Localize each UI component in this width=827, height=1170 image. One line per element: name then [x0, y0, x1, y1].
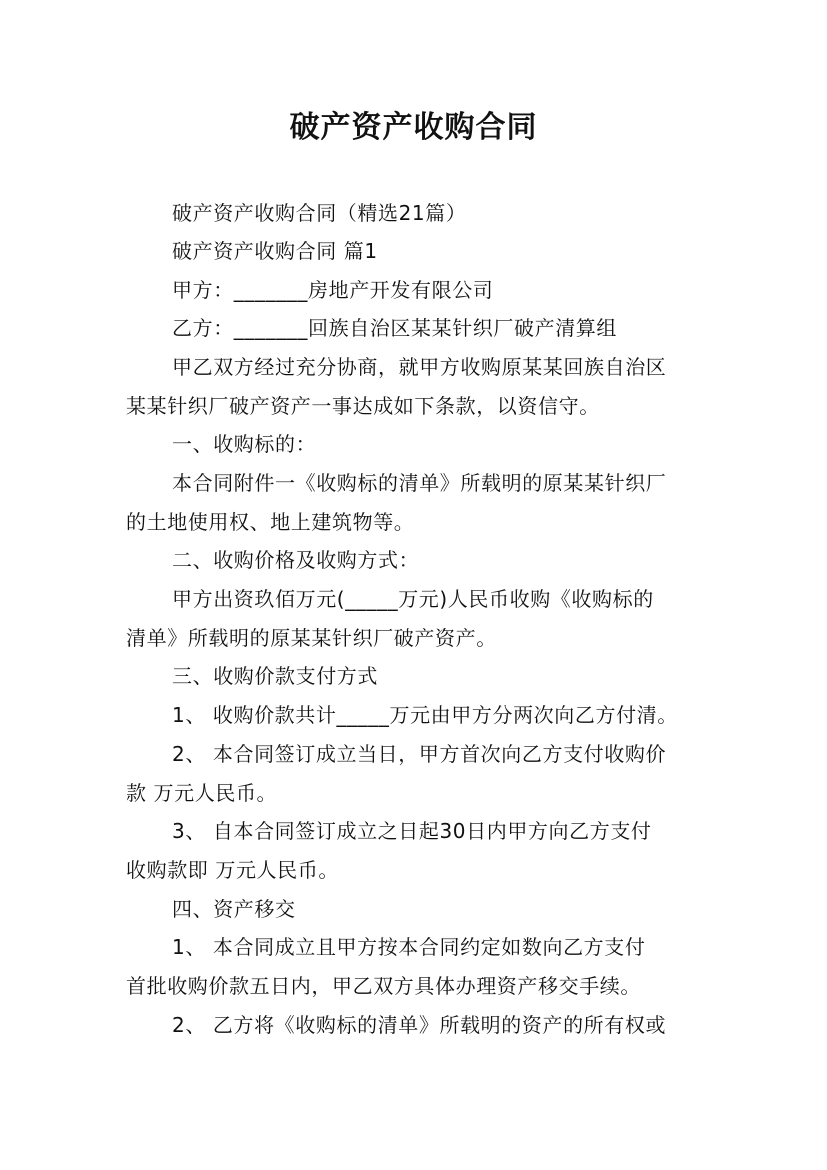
text-line: 首批收购价款五日内，甲乙双方具体办理资产移交手续。 — [126, 974, 641, 998]
text-line: 三、收购价款支付方式 — [172, 664, 378, 688]
text-line: 乙方：_______回族自治区某某针织厂破产清算组 — [172, 316, 617, 340]
text-line: 款 万元人民币。 — [126, 781, 278, 805]
text-line: 收购款即 万元人民币。 — [126, 858, 339, 882]
document-title: 破产资产收购合同 — [289, 110, 538, 145]
text-line: 的土地使用权、地上建筑物等。 — [126, 510, 415, 534]
text-line: 一、收购标的： — [172, 432, 317, 456]
text-line: 2、 乙方将《收购标的清单》所载明的资产的所有权或 — [172, 1013, 667, 1037]
text-line: 3、 自本合同签订成立之日起30日内甲方向乙方支付 — [172, 819, 652, 843]
text-line: 二、收购价格及收购方式： — [172, 548, 420, 572]
text-line: 四、资产移交 — [172, 897, 296, 921]
text-line: 甲乙双方经过充分协商，就甲方收购原某某回族自治区 — [172, 355, 667, 379]
text-line: 破产资产收购合同 篇1 — [172, 239, 378, 263]
text-line: 甲方：_______房地产开发有限公司 — [172, 278, 494, 302]
text-line: 1、 本合同成立且甲方按本合同约定如数向乙方支付 — [172, 935, 646, 959]
text-line: 某某针织厂破产资产一事达成如下条款，以资信守。 — [126, 394, 600, 418]
text-line: 破产资产收购合同（精选21篇） — [172, 201, 467, 225]
text-line: 1、 收购价款共计_____万元由甲方分两次向乙方付清。 — [172, 703, 678, 727]
text-line: 2、 本合同签订成立当日，甲方首次向乙方支付收购价 — [172, 742, 667, 766]
text-line: 甲方出资玖佰万元(_____万元)人民币收购《收购标的 — [172, 587, 654, 611]
text-line: 清单》所载明的原某某针织厂破产资产。 — [126, 626, 497, 650]
text-line: 本合同附件一《收购标的清单》所载明的原某某针织厂 — [172, 471, 667, 495]
